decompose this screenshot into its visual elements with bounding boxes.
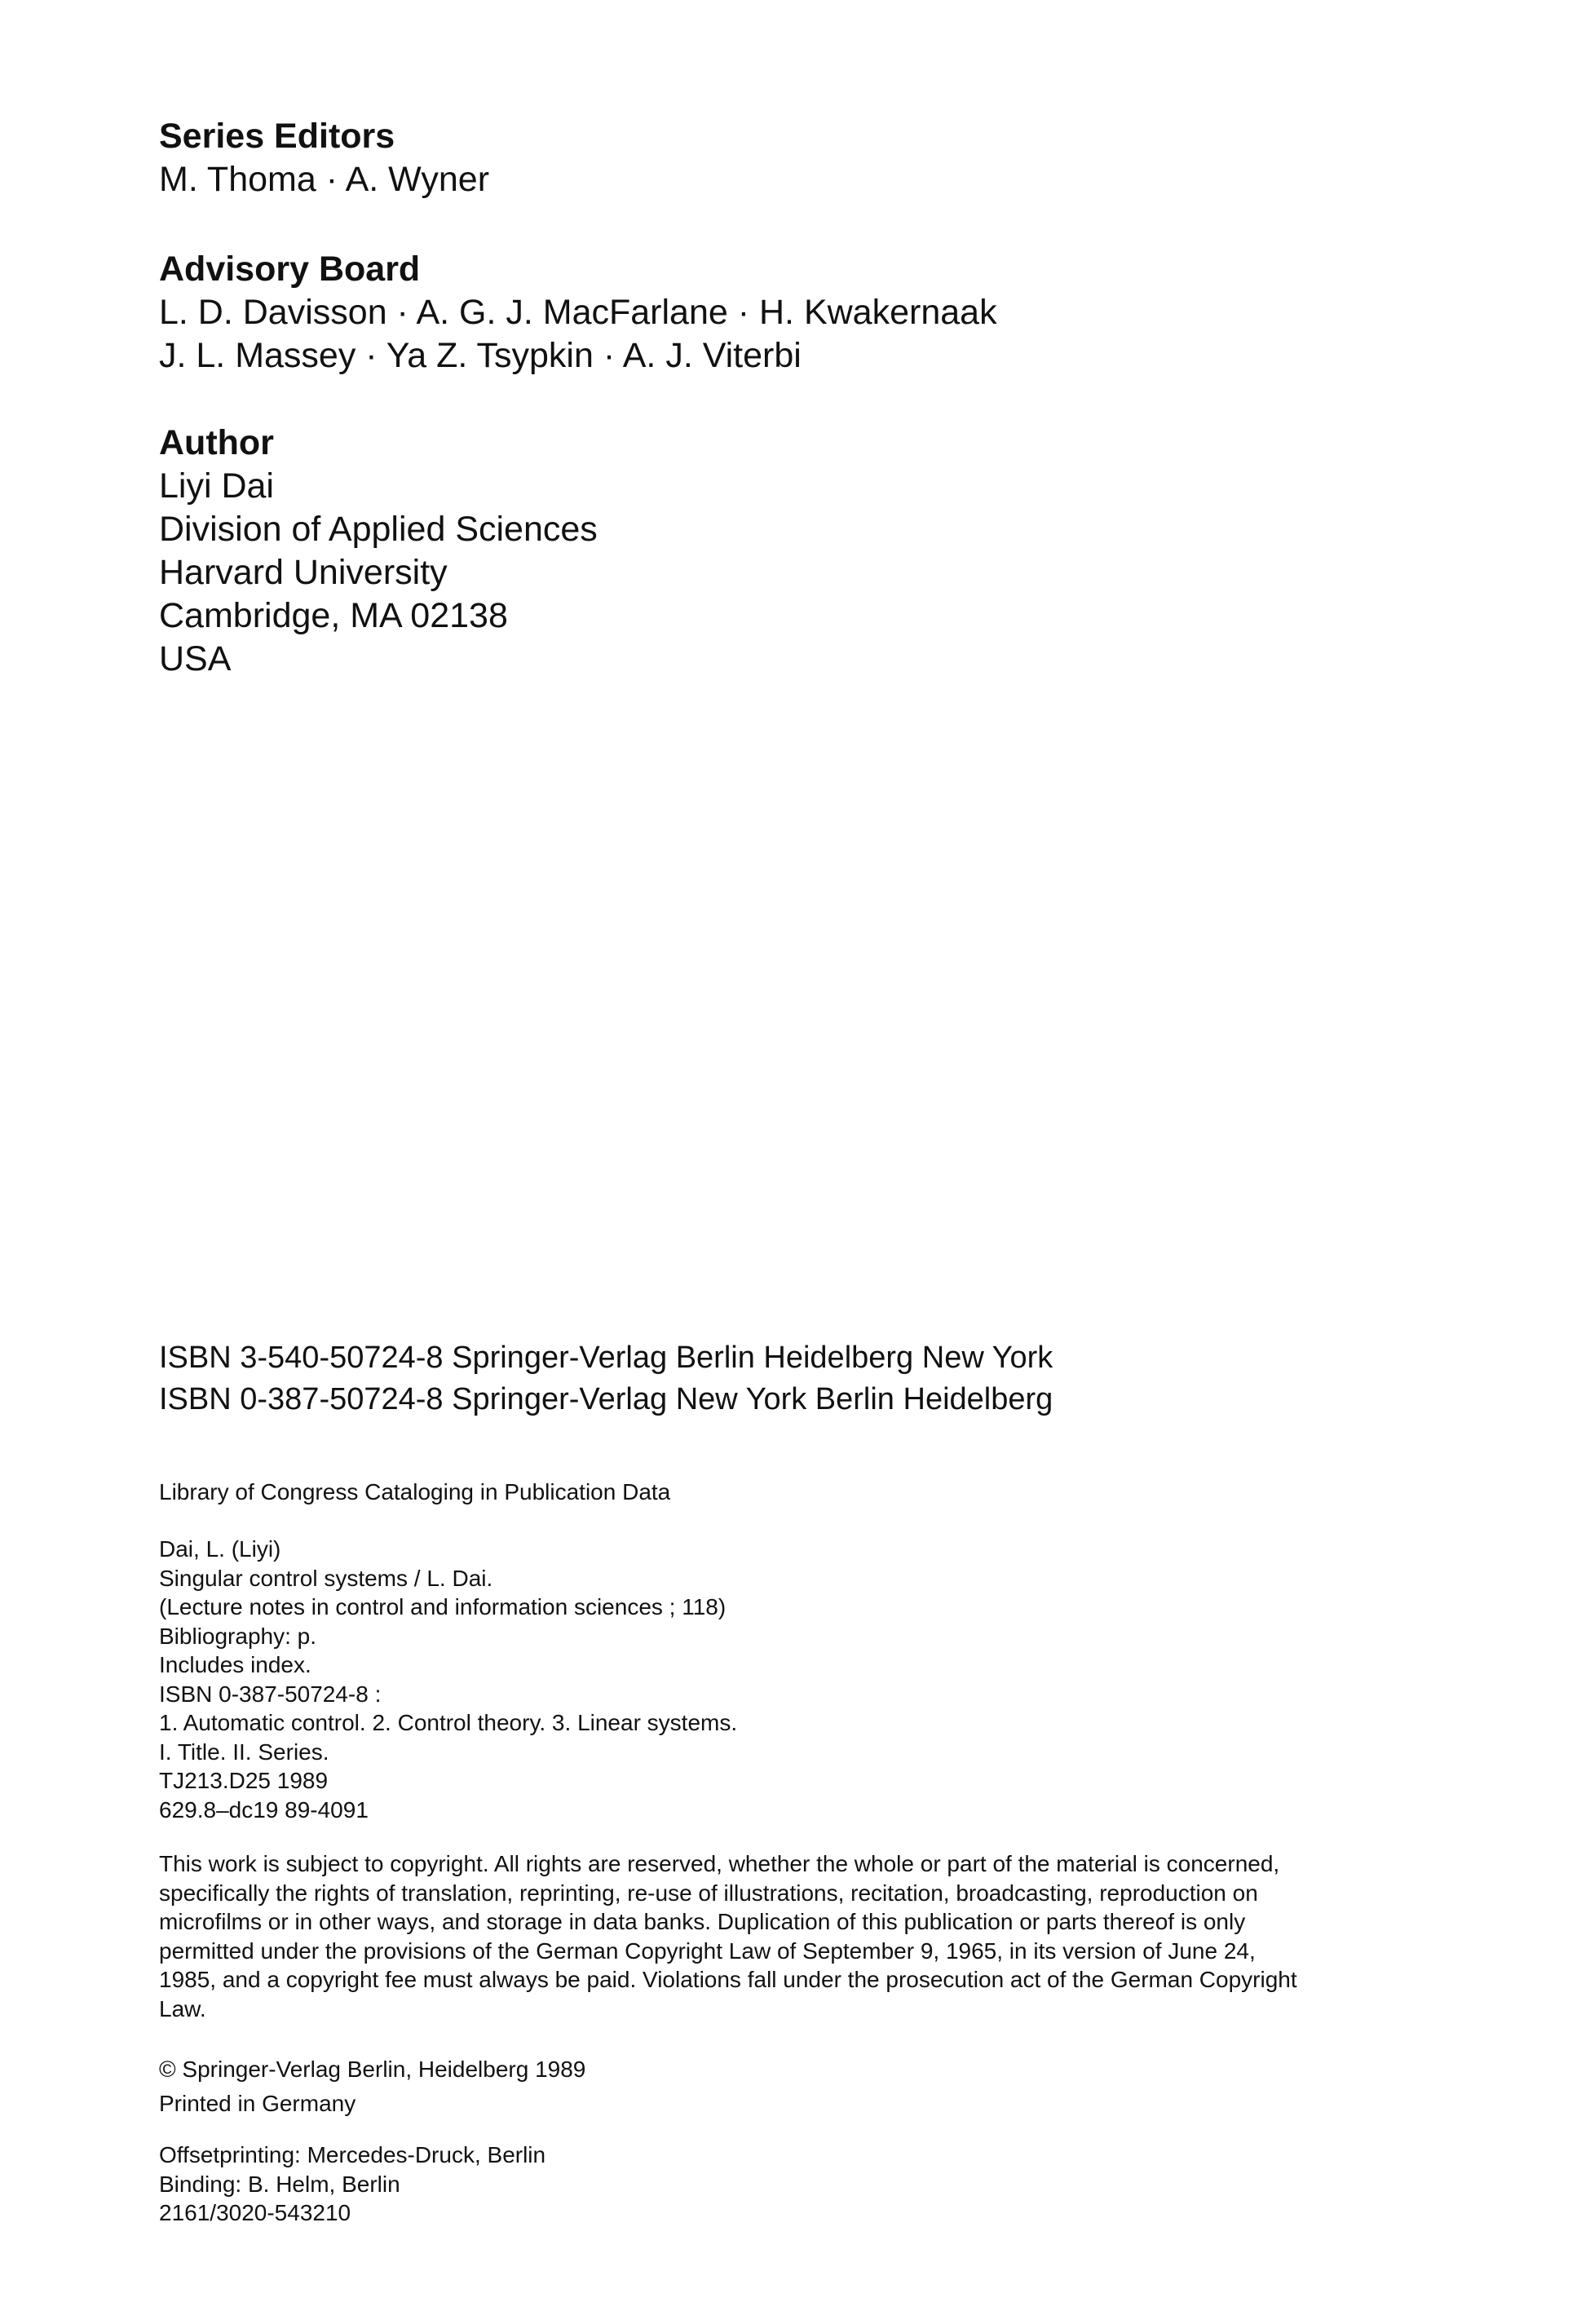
cataloging-line: 1. Automatic control. 2. Control theory. 3. Linear systems. bbox=[159, 1710, 738, 1735]
series-editors-section bbox=[159, 114, 489, 201]
printed-in: Printed in Germany bbox=[159, 2090, 356, 2116]
publisher-copyright: © Springer-Verlag Berlin, Heidelberg 1989 bbox=[159, 2057, 586, 2082]
author-section bbox=[159, 421, 598, 681]
advisory-board-section bbox=[159, 247, 997, 378]
publisher-block bbox=[159, 2055, 585, 2118]
cataloging-heading-block bbox=[159, 1478, 670, 1507]
author-heading: Author bbox=[159, 423, 274, 462]
cataloging-line: Includes index. bbox=[159, 1652, 311, 1677]
cataloging-heading: Library of Congress Cataloging in Publication Data bbox=[159, 1479, 671, 1504]
production-line: Binding: B. Helm, Berlin bbox=[159, 2171, 400, 2197]
isbn-line: ISBN 3-540-50724-8 Springer-Verlag Berlin Heidelberg New York bbox=[159, 1341, 1053, 1375]
advisory-board-line: L. D. Davisson · A. G. J. MacFarlane · H. Kwakernaak bbox=[159, 293, 997, 332]
production-line: Offsetprinting: Mercedes-Druck, Berlin bbox=[159, 2142, 546, 2167]
isbn-line: ISBN 0-387-50724-8 Springer-Verlag New York Berlin Heidelberg bbox=[159, 1382, 1053, 1416]
author-address-line: Cambridge, MA 02138 bbox=[159, 596, 508, 635]
copyright-notice-block bbox=[159, 1849, 1301, 2023]
production-block bbox=[159, 2141, 545, 2228]
isbn-section bbox=[159, 1337, 1053, 1420]
cataloging-record bbox=[159, 1535, 737, 1824]
advisory-board-heading: Advisory Board bbox=[159, 250, 421, 289]
cataloging-line: Dai, L. (Liyi) bbox=[159, 1536, 281, 1562]
cataloging-line: 629.8–dc19 89-4091 bbox=[159, 1796, 369, 1823]
production-line: 2161/3020-543210 bbox=[159, 2200, 351, 2225]
author-affiliation-line: Division of Applied Sciences bbox=[159, 510, 598, 549]
cataloging-line: (Lecture notes in control and information sciences ; 118) bbox=[159, 1594, 727, 1619]
author-affiliation-line: Harvard University bbox=[159, 553, 448, 592]
cataloging-line: I. Title. II. Series. bbox=[159, 1739, 329, 1765]
cataloging-line: TJ213.D25 1989 bbox=[159, 1768, 329, 1793]
author-name: Liyi Dai bbox=[159, 466, 274, 506]
series-editors-heading: Series Editors bbox=[159, 117, 395, 156]
cataloging-line: Bibliography: p. bbox=[159, 1623, 317, 1649]
cataloging-line: ISBN 0-387-50724-8 : bbox=[159, 1681, 382, 1707]
cataloging-line: Singular control systems / L. Dai. bbox=[159, 1565, 493, 1591]
author-country: USA bbox=[159, 639, 232, 678]
advisory-board-line: J. L. Massey · Ya Z. Tsypkin · A. J. Viterbi bbox=[159, 336, 802, 375]
copyright-notice: This work is subject to copyright. All rights are reserved, whether the whole or part of the material is concerned, specifically the rights of translation, reprinting, re-use of illustrations, recitation, broadcasting, reproduction on microfilms or in other ways, and storage in data banks. Duplication of this publication or parts thereof is only permitted under the provisions of the German Copyright Law of September 9, 1965, in its version of June 24, 1985, and a copyright fee must always be paid. Violations fall under the prosecution act of the German Copyright Law. bbox=[159, 1851, 1297, 2021]
series-editors-names: M. Thoma · A. Wyner bbox=[159, 160, 490, 199]
